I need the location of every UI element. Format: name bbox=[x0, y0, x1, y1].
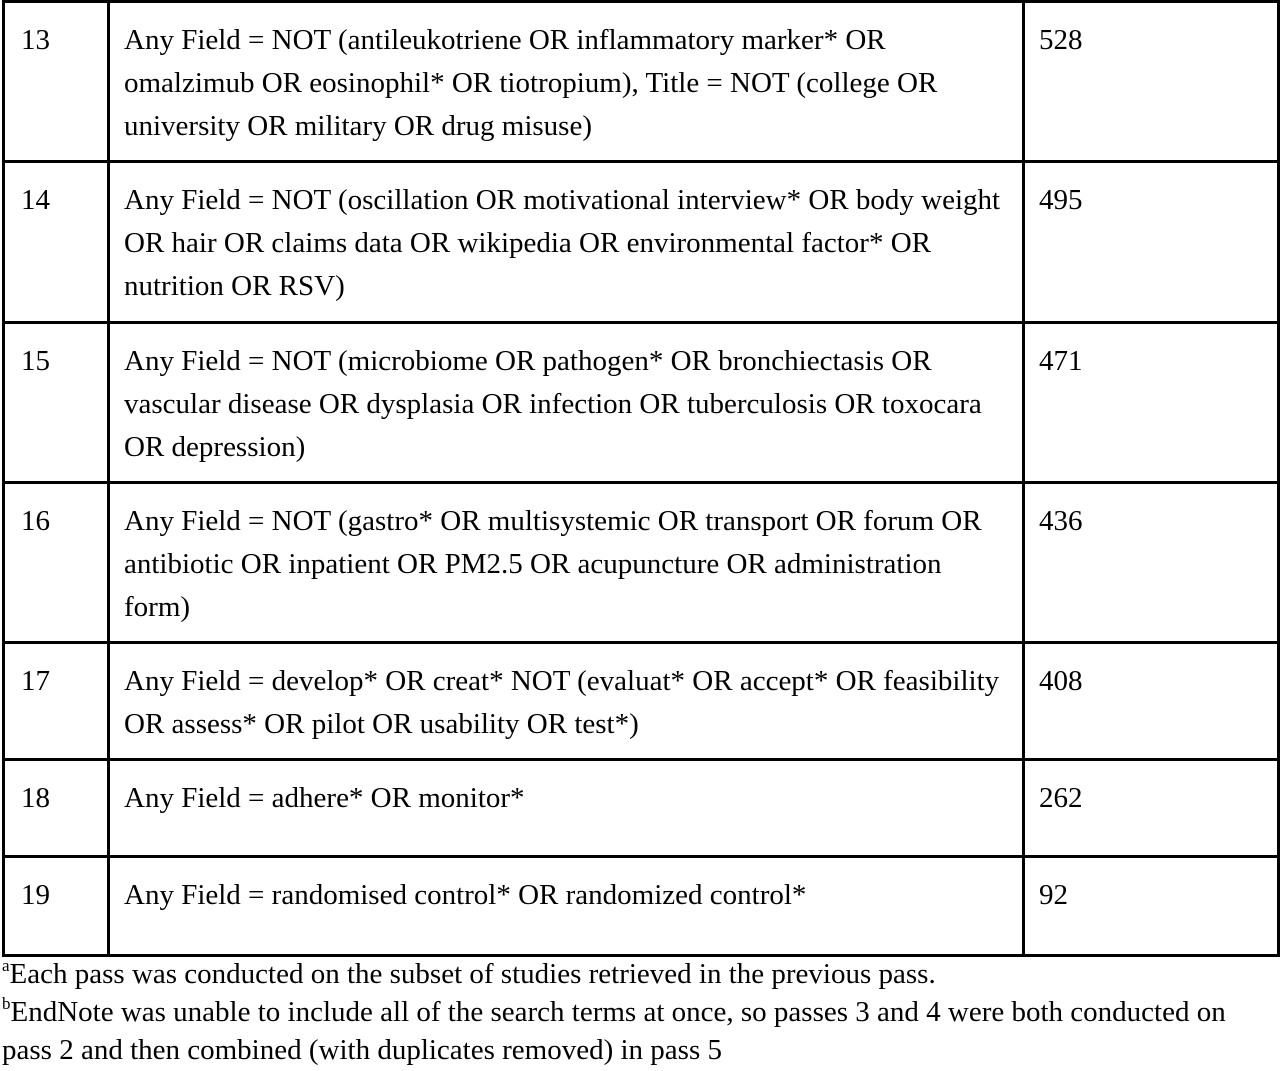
search-passes-table bbox=[2, 0, 1280, 957]
table-row bbox=[4, 162, 1279, 323]
pass-number: 16 bbox=[4, 483, 109, 643]
table-row bbox=[4, 643, 1279, 760]
record-count: 436 bbox=[1024, 483, 1279, 643]
search-terms: Any Field = NOT (antileukotriene OR inflammatory marker* OR omalzimub OR eosinophil* OR tiotropium), Title = NOT (college OR university OR military OR drug misuse) bbox=[109, 2, 1024, 162]
pass-number: 17 bbox=[4, 643, 109, 760]
record-count: 471 bbox=[1024, 323, 1279, 483]
pass-number: 19 bbox=[4, 857, 109, 956]
search-terms: Any Field = adhere* OR monitor* bbox=[109, 760, 1024, 857]
search-terms: Any Field = NOT (gastro* OR multisystemic OR transport OR forum OR antibiotic OR inpatient OR PM2.5 OR acupuncture OR administration form) bbox=[109, 483, 1024, 643]
record-count: 92 bbox=[1024, 857, 1279, 956]
footnote bbox=[2, 993, 1272, 1069]
record-count: 408 bbox=[1024, 643, 1279, 760]
search-terms: Any Field = randomised control* OR randomized control* bbox=[109, 857, 1024, 956]
footnote-marker: a bbox=[2, 956, 10, 975]
table-row bbox=[4, 323, 1279, 483]
pass-number: 14 bbox=[4, 162, 109, 323]
search-terms: Any Field = NOT (oscillation OR motivational interview* OR body weight OR hair OR claims data OR wikipedia OR environmental factor* OR nutrition OR RSV) bbox=[109, 162, 1024, 323]
record-count: 528 bbox=[1024, 2, 1279, 162]
table-row bbox=[4, 760, 1279, 857]
pass-number: 18 bbox=[4, 760, 109, 857]
search-terms: Any Field = develop* OR creat* NOT (evaluat* OR accept* OR feasibility OR assess* OR pilot OR usability OR test*) bbox=[109, 643, 1024, 760]
search-terms: Any Field = NOT (microbiome OR pathogen* OR bronchiectasis OR vascular disease OR dysplasia OR infection OR tuberculosis OR toxocara OR depression) bbox=[109, 323, 1024, 483]
table-row bbox=[4, 483, 1279, 643]
record-count: 262 bbox=[1024, 760, 1279, 857]
table-footnotes bbox=[2, 955, 1272, 1069]
footnote-text: EndNote was unable to include all of the search terms at once, so passes 3 and 4 were both conducted on pass 2 and then combined (with duplicates removed) in pass 5 bbox=[2, 996, 1226, 1066]
table-row bbox=[4, 2, 1279, 162]
table-row bbox=[4, 857, 1279, 956]
record-count: 495 bbox=[1024, 162, 1279, 323]
footnote-text: Each pass was conducted on the subset of studies retrieved in the previous pass. bbox=[9, 958, 936, 990]
footnote-marker: b bbox=[2, 994, 11, 1013]
footnote bbox=[2, 955, 1272, 993]
pass-number: 15 bbox=[4, 323, 109, 483]
pass-number: 13 bbox=[4, 2, 109, 162]
